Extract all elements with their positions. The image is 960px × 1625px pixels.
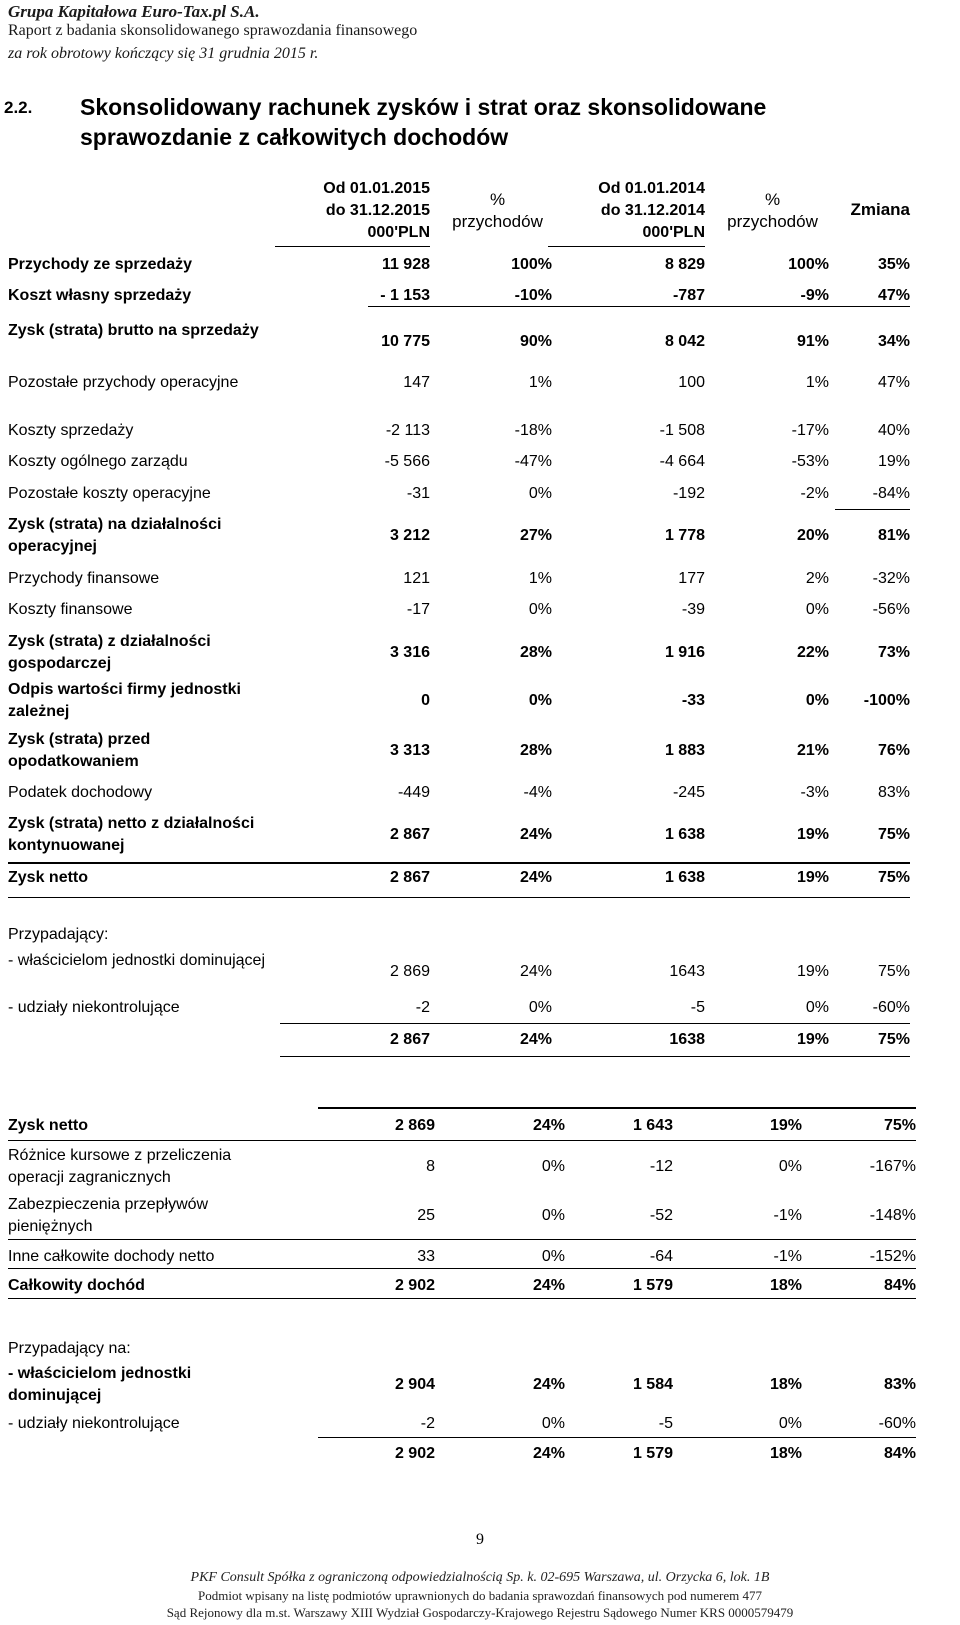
income-row-14-col-4: 75%: [877, 826, 910, 843]
income-row-11-col-4: -100%: [863, 692, 910, 709]
income-row-1-label: Koszt własny sprzedaży: [8, 287, 192, 304]
income-row-6-col-4: -84%: [872, 485, 910, 502]
income-row-7-col-2: 1 778: [664, 527, 705, 544]
comprehensive-row-7-col-4: -60%: [878, 1415, 916, 1432]
income-rule-1: [835, 509, 910, 510]
comprehensive-rule-3: [8, 1268, 916, 1269]
income-row-2-label: Zysk (strata) brutto na sprzedaży: [8, 322, 259, 339]
income-row-14-col-2: 1 638: [664, 826, 705, 843]
income-row-6-col-2: -192: [672, 485, 705, 502]
income-row-13-label: Podatek dochodowy: [8, 784, 153, 801]
income-row-14-col-1: 24%: [519, 826, 552, 843]
comprehensive-row-2-col-1: 0%: [541, 1207, 565, 1224]
income-row-3-col-3: 1%: [805, 374, 829, 391]
income-row-13-col-1: -4%: [523, 784, 552, 801]
income-row-9-col-4: -56%: [872, 601, 910, 618]
income-row-13-col-3: -3%: [800, 784, 829, 801]
income-row-8-col-0: 121: [403, 570, 430, 587]
comprehensive-row-6-col-0: 2 904: [394, 1376, 435, 1393]
income-row-16-label: Przypadający:: [8, 926, 109, 943]
comprehensive-row-2-col-2: -52: [649, 1207, 673, 1224]
income-row-17-col-4: 75%: [877, 963, 910, 980]
income-row-4-col-2: -1 508: [659, 422, 705, 439]
income-row-1-col-3: -9%: [800, 287, 829, 304]
comprehensive-row-1-col-3: 0%: [778, 1158, 802, 1175]
income-row-18-col-3: 0%: [805, 999, 829, 1016]
income-row-6-col-0: -31: [406, 485, 430, 502]
comprehensive-row-2-col-0: 25: [417, 1207, 435, 1224]
income-row-17-col-3: 19%: [796, 963, 829, 980]
comprehensive-row-3-label: Inne całkowite dochody netto: [8, 1248, 215, 1265]
income-rule-2: [8, 862, 910, 864]
comprehensive-rule-5: [318, 1437, 916, 1438]
section-number: 2.2.: [4, 98, 33, 117]
income-row-2-col-1: 90%: [519, 333, 552, 350]
income-row-18-label: - udziały niekontrolujące: [8, 999, 180, 1016]
income-row-8-col-2: 177: [678, 570, 705, 587]
income-row-4-col-3: -17%: [791, 422, 829, 439]
income-row-15-col-0: 2 867: [389, 869, 430, 886]
comprehensive-row-3-col-1: 0%: [541, 1248, 565, 1265]
comprehensive-row-3-col-0: 33: [417, 1248, 435, 1265]
header-rule-2014: [548, 246, 705, 247]
income-row-10-col-0: 3 316: [389, 644, 430, 661]
income-row-6-label: Pozostałe koszty operacyjne: [8, 485, 211, 502]
income-row-6-col-3: -2%: [800, 485, 829, 502]
section-title-line1: Skonsolidowany rachunek zysków i strat oraz skonsolidowane: [80, 94, 767, 120]
income-rule-5: [280, 1056, 910, 1057]
income-row-12-col-2: 1 883: [664, 742, 705, 759]
comprehensive-row-8-col-4: 84%: [883, 1445, 916, 1462]
comprehensive-rule-4: [8, 1298, 916, 1299]
income-row-10-col-4: 73%: [877, 644, 910, 661]
report-title: Raport z badania skonsolidowanego sprawozdania finansowego: [8, 22, 418, 39]
footer-company: PKF Consult Spółka z ograniczoną odpowiedzialnością Sp. k. 02-695 Warszawa, ul. Orzycka 6, lok. 1B: [190, 1570, 770, 1585]
income-row-18-col-2: -5: [690, 999, 705, 1016]
income-row-4-col-1: -18%: [514, 422, 552, 439]
col-header-change: Zmiana: [850, 200, 910, 219]
income-row-15-col-2: 1 638: [664, 869, 705, 886]
income-row-13-col-4: 83%: [877, 784, 910, 801]
income-row-5-col-3: -53%: [791, 453, 829, 470]
income-row-1-col-2: -787: [672, 287, 705, 304]
page-number: 9: [476, 1531, 484, 1548]
comprehensive-row-1-col-1: 0%: [541, 1158, 565, 1175]
comprehensive-row-4-col-1: 24%: [532, 1277, 565, 1294]
comprehensive-row-1-col-4: -167%: [869, 1158, 916, 1175]
income-row-14-label: Zysk (strata) netto z działalności kontynuowanej: [8, 815, 255, 854]
comprehensive-row-4-label: Całkowity dochód: [8, 1277, 145, 1294]
footer-court: Sąd Rejonowy dla m.st. Warszawy XIII Wydział Gospodarczy-Krajowego Rejestru Sądowego Numer KRS 0000579479: [166, 1605, 794, 1620]
income-row-0-col-4: 35%: [877, 256, 910, 273]
comprehensive-row-0-label: Zysk netto: [8, 1117, 89, 1134]
income-row-9-label: Koszty finansowe: [8, 601, 133, 618]
income-row-7-col-4: 81%: [877, 527, 910, 544]
income-row-1-col-1: -10%: [514, 287, 552, 304]
comprehensive-row-4-col-3: 18%: [769, 1277, 802, 1294]
income-row-12-col-4: 76%: [877, 742, 910, 759]
income-row-19-col-0: 2 867: [389, 1031, 430, 1048]
income-row-1-col-4: 47%: [877, 287, 910, 304]
income-row-9-col-2: -39: [681, 601, 705, 618]
comprehensive-row-4-col-2: 1 579: [632, 1277, 673, 1294]
col-header-2015-line3: 000'PLN: [367, 224, 430, 241]
income-row-13-col-2: -245: [672, 784, 705, 801]
income-row-13-col-0: -449: [397, 784, 430, 801]
income-row-2-col-3: 91%: [796, 333, 829, 350]
income-row-7-col-1: 27%: [519, 527, 552, 544]
col-header-2015-line1: Od 01.01.2015: [323, 180, 430, 197]
comprehensive-row-3-col-2: -64: [649, 1248, 673, 1265]
income-row-8-col-3: 2%: [805, 570, 829, 587]
income-row-11-col-2: -33: [681, 692, 705, 709]
income-rule-3: [8, 897, 910, 898]
income-rule-4: [280, 1023, 910, 1024]
comprehensive-row-6-col-4: 83%: [883, 1376, 916, 1393]
income-row-11-col-1: 0%: [528, 692, 552, 709]
income-row-0-col-0: 11 928: [381, 256, 430, 273]
income-row-14-col-3: 19%: [796, 826, 829, 843]
comprehensive-row-2-label: Zabezpieczenia przepływów pieniężnych: [8, 1196, 209, 1235]
comprehensive-row-6-col-2: 1 584: [632, 1376, 673, 1393]
comprehensive-row-7-col-2: -5: [658, 1415, 673, 1432]
comprehensive-row-1-col-2: -12: [649, 1158, 673, 1175]
comprehensive-row-4-col-0: 2 902: [394, 1277, 435, 1294]
income-row-12-col-1: 28%: [519, 742, 552, 759]
income-row-15-label: Zysk netto: [8, 869, 89, 886]
footer-registry: Podmiot wpisany na listę podmiotów uprawnionych do badania sprawozdań finansowych pod numerem 477: [198, 1588, 762, 1603]
company-name: Grupa Kapitałowa Euro-Tax.pl S.A.: [8, 2, 260, 21]
section-title: [80, 92, 940, 152]
comprehensive-row-0-col-1: 24%: [532, 1117, 565, 1134]
income-row-15-col-4: 75%: [877, 869, 910, 886]
comprehensive-row-7-label: - udziały niekontrolujące: [8, 1415, 180, 1432]
income-row-10-col-3: 22%: [796, 644, 829, 661]
income-row-7-label: Zysk (strata) na działalności operacyjnej: [8, 516, 222, 555]
income-row-8-col-4: -32%: [872, 570, 910, 587]
income-row-5-label: Koszty ogólnego zarządu: [8, 453, 188, 470]
income-row-19-col-1: 24%: [519, 1031, 552, 1048]
comprehensive-row-1-label: Różnice kursowe z przeliczenia operacji zagranicznych: [8, 1147, 232, 1186]
income-row-19-col-2: 1638: [669, 1031, 705, 1048]
comprehensive-rule-2: [8, 1239, 916, 1240]
income-row-12-col-3: 21%: [796, 742, 829, 759]
comprehensive-row-3-col-4: -152%: [869, 1248, 916, 1265]
income-row-0-col-1: 100%: [511, 256, 552, 273]
income-row-4-label: Koszty sprzedaży: [8, 422, 134, 439]
income-row-19-col-3: 19%: [796, 1031, 829, 1048]
income-row-4-col-0: -2 113: [385, 422, 430, 439]
income-row-5-col-0: -5 566: [384, 453, 430, 470]
income-row-11-label: Odpis wartości firmy jednostki zależnej: [8, 681, 241, 720]
income-row-2-col-4: 34%: [877, 333, 910, 350]
comprehensive-row-0-col-4: 75%: [883, 1117, 916, 1134]
report-period: za rok obrotowy kończący się 31 grudnia 2015 r.: [8, 45, 319, 62]
income-row-7-col-0: 3 212: [389, 527, 430, 544]
income-row-18-col-0: -2: [415, 999, 430, 1016]
comprehensive-row-8-col-0: 2 902: [394, 1445, 435, 1462]
comprehensive-row-0-col-2: 1 643: [632, 1117, 673, 1134]
income-row-15-col-3: 19%: [796, 869, 829, 886]
income-row-15-col-1: 24%: [519, 869, 552, 886]
income-row-1-col-0: - 1 153: [380, 287, 430, 304]
col-header-pct-2015-line2: przychodów: [452, 212, 543, 231]
income-row-2-col-0: 10 775: [381, 333, 430, 350]
income-row-3-col-4: 47%: [877, 374, 910, 391]
income-row-12-col-0: 3 313: [389, 742, 430, 759]
section-title-line2: sprawozdanie z całkowitych dochodów: [80, 124, 509, 150]
income-row-17-label: - właścicielom jednostki dominującej: [8, 952, 265, 969]
income-row-7-col-3: 20%: [796, 527, 829, 544]
income-row-11-col-3: 0%: [805, 692, 829, 709]
income-rule-0: [368, 306, 910, 307]
income-row-19-col-4: 75%: [877, 1031, 910, 1048]
income-row-18-col-1: 0%: [528, 999, 552, 1016]
comprehensive-row-3-col-3: -1%: [773, 1248, 802, 1265]
comprehensive-row-7-col-1: 0%: [541, 1415, 565, 1432]
income-row-9-col-0: -17: [406, 601, 430, 618]
comprehensive-row-1-col-0: 8: [426, 1158, 435, 1175]
income-row-10-label: Zysk (strata) z działalności gospodarczej: [8, 633, 211, 672]
income-row-14-col-0: 2 867: [389, 826, 430, 843]
comprehensive-row-0-col-0: 2 869: [394, 1117, 435, 1134]
income-row-17-col-0: 2 869: [389, 963, 430, 980]
comprehensive-row-8-col-1: 24%: [532, 1445, 565, 1462]
income-row-0-col-3: 100%: [788, 256, 829, 273]
income-row-3-col-2: 100: [678, 374, 705, 391]
income-row-5-col-2: -4 664: [659, 453, 705, 470]
comprehensive-rule-1: [8, 1140, 916, 1141]
income-row-12-label: Zysk (strata) przed opodatkowaniem: [8, 731, 151, 770]
income-row-9-col-1: 0%: [528, 601, 552, 618]
comprehensive-row-8-col-2: 1 579: [632, 1445, 673, 1462]
income-row-3-col-1: 1%: [528, 374, 552, 391]
col-header-2015-line2: do 31.12.2015: [325, 202, 430, 219]
comprehensive-row-6-col-3: 18%: [769, 1376, 802, 1393]
income-row-0-col-2: 8 829: [664, 256, 705, 273]
comprehensive-row-6-col-1: 24%: [532, 1376, 565, 1393]
income-row-8-col-1: 1%: [528, 570, 552, 587]
col-header-2014-line2: do 31.12.2014: [600, 202, 705, 219]
comprehensive-row-2-col-3: -1%: [773, 1207, 802, 1224]
comprehensive-rule-0: [318, 1107, 916, 1109]
col-header-pct-2015-line1: %: [489, 190, 506, 209]
income-row-5-col-1: -47%: [514, 453, 552, 470]
col-header-pct-2014-line1: %: [764, 190, 781, 209]
income-row-2-col-2: 8 042: [664, 333, 705, 350]
col-header-2014-line3: 000'PLN: [642, 224, 705, 241]
col-header-2014-line1: Od 01.01.2014: [598, 180, 705, 197]
income-row-11-col-0: 0: [421, 692, 430, 709]
comprehensive-row-2-col-4: -148%: [869, 1207, 916, 1224]
income-row-3-label: Pozostałe przychody operacyjne: [8, 374, 239, 391]
income-row-17-col-1: 24%: [519, 963, 552, 980]
income-row-8-label: Przychody finansowe: [8, 570, 160, 587]
comprehensive-row-6-label: - właścicielom jednostki dominującej: [8, 1365, 192, 1404]
income-row-10-col-2: 1 916: [664, 644, 705, 661]
comprehensive-row-7-col-0: -2: [420, 1415, 435, 1432]
header-rule-2015: [275, 246, 430, 247]
income-row-9-col-3: 0%: [805, 601, 829, 618]
comprehensive-row-7-col-3: 0%: [778, 1415, 802, 1432]
income-row-4-col-4: 40%: [877, 422, 910, 439]
col-header-pct-2014-line2: przychodów: [727, 212, 818, 231]
comprehensive-row-4-col-4: 84%: [883, 1277, 916, 1294]
comprehensive-row-5-label: Przypadający na:: [8, 1340, 131, 1357]
comprehensive-row-0-col-3: 19%: [769, 1117, 802, 1134]
income-row-0-label: Przychody ze sprzedaży: [8, 256, 193, 273]
income-row-5-col-4: 19%: [877, 453, 910, 470]
income-row-10-col-1: 28%: [519, 644, 552, 661]
income-row-3-col-0: 147: [403, 374, 430, 391]
income-row-17-col-2: 1643: [669, 963, 705, 980]
income-row-18-col-4: -60%: [872, 999, 910, 1016]
income-row-6-col-1: 0%: [528, 485, 552, 502]
comprehensive-row-8-col-3: 18%: [769, 1445, 802, 1462]
